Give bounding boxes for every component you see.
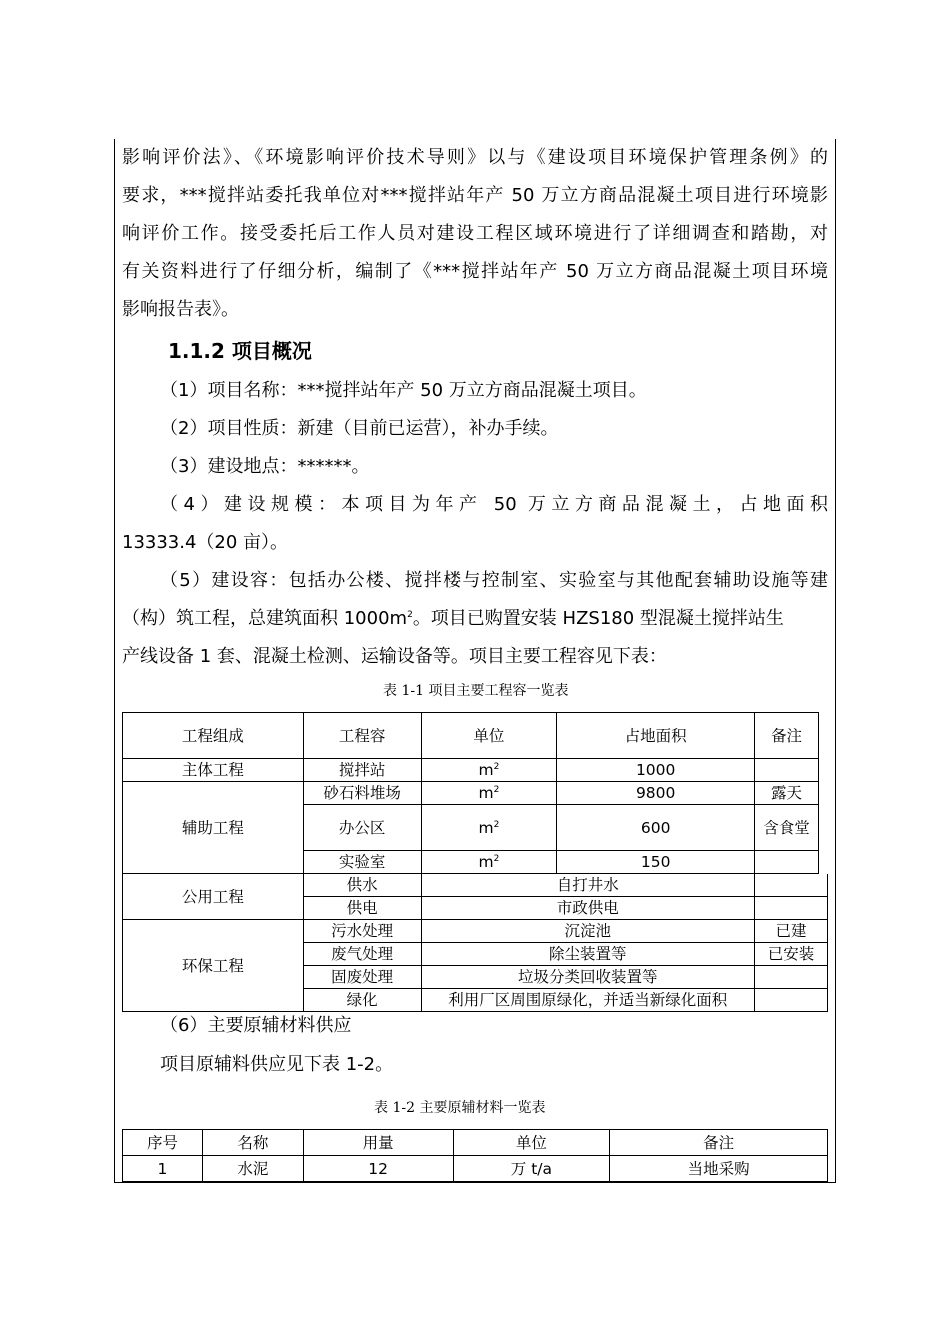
item-6-desc: 项目原辅料供应见下表 1-2。 bbox=[160, 1054, 394, 1075]
header-cell: 用量 bbox=[303, 1130, 453, 1156]
item-4-line-2: 13333.4（20 亩）。 bbox=[122, 532, 289, 553]
item-6: （6）主要原辅材料供应 bbox=[160, 1015, 352, 1036]
item-5-text-b: 。项目已购置安装 HZS180 型混凝土搅拌站生 bbox=[412, 608, 784, 629]
header-cell: 备注 bbox=[755, 713, 819, 759]
name-cell: 污水处理 bbox=[303, 920, 421, 943]
project-table bbox=[122, 712, 828, 1012]
desc-cell: 沉淀池 bbox=[421, 920, 755, 943]
name-cell: 供电 bbox=[303, 897, 421, 920]
area-cell: 9800 bbox=[557, 782, 755, 805]
header-cell: 单位 bbox=[421, 713, 557, 759]
note-cell bbox=[755, 759, 819, 782]
table-row bbox=[123, 920, 828, 943]
name-cell: 实验室 bbox=[303, 851, 421, 874]
desc-cell: 垃圾分类回收装置等 bbox=[421, 966, 755, 989]
amount-cell: 12 bbox=[303, 1156, 453, 1182]
intro-line-5: 影响报告表》。 bbox=[122, 299, 239, 320]
note-cell bbox=[755, 989, 828, 1012]
desc-cell: 自打井水 bbox=[421, 874, 755, 897]
desc-cell: 市政供电 bbox=[421, 897, 755, 920]
unit-cell: 万 t/a bbox=[453, 1156, 610, 1182]
item-5-line-2 bbox=[122, 600, 828, 638]
item-1: （1）项目名称：***搅拌站年产 50 万立方商品混凝土项目。 bbox=[160, 380, 647, 401]
intro-line-4: 有关资料进行了仔细分析，编制了《***搅拌站年产 50 万立方商品混凝土项目环境 bbox=[122, 261, 828, 282]
note-cell: 露天 bbox=[755, 782, 819, 805]
intro-line-1: 影响评价法》、《环境影响评价技术导则》以与《建设项目环境保护管理条例》的 bbox=[122, 147, 828, 168]
header-cell: 单位 bbox=[453, 1130, 610, 1156]
item-5-line-3: 产线设备 1 套、混凝土检测、运输设备等。项目主要工程容见下表： bbox=[122, 646, 667, 667]
area-cell: 150 bbox=[557, 851, 755, 874]
name-cell: 砂石料堆场 bbox=[303, 782, 421, 805]
unit-cell: $m^2$ bbox=[421, 851, 557, 874]
table-row bbox=[123, 759, 828, 782]
name-cell: 水泥 bbox=[202, 1156, 303, 1182]
note-cell bbox=[755, 851, 819, 874]
table1-caption: 表 1-1 项目主要工程容一览表 bbox=[383, 683, 569, 699]
note-cell bbox=[755, 966, 828, 989]
item-4-line-1: （4）建设规模：本项目为年产 50 万立方商品混凝土，占地面积 bbox=[160, 494, 828, 515]
section-heading: 1.1.2 项目概况 bbox=[168, 339, 312, 363]
area-cell: 600 bbox=[557, 805, 755, 851]
table-header-row bbox=[123, 1130, 828, 1156]
desc-cell: 利用厂区周围原绿化，并适当新绿化面积 bbox=[421, 989, 755, 1012]
table-row bbox=[123, 874, 828, 897]
desc-cell: 除尘装置等 bbox=[421, 943, 755, 966]
name-cell: 办公区 bbox=[303, 805, 421, 851]
intro-line-3: 响评价工作。接受委托后工作人员对建设工程区域环境进行了详细调查和踏勘，对 bbox=[122, 223, 828, 244]
table-header-row bbox=[123, 713, 828, 759]
note-cell: 含食堂 bbox=[755, 805, 819, 851]
unit-cell: $m^2$ bbox=[421, 759, 557, 782]
no-cell: 1 bbox=[123, 1156, 203, 1182]
item-5-line-1: （5）建设容：包括办公楼、搅拌楼与控制室、实验室与其他配套辅助设施等建 bbox=[160, 570, 828, 591]
name-cell: 废气处理 bbox=[303, 943, 421, 966]
name-cell: 搅拌站 bbox=[303, 759, 421, 782]
item-5-text-a: （构）筑工程，总建筑面积 1000m bbox=[122, 608, 408, 629]
intro-line-2: 要求，***搅拌站委托我单位对***搅拌站年产 50 万立方商品混凝土项目进行环境影 bbox=[122, 185, 828, 206]
header-cell: 序号 bbox=[123, 1130, 203, 1156]
name-cell: 供水 bbox=[303, 874, 421, 897]
unit-cell: $m^2$ bbox=[421, 805, 557, 851]
group-cell: 主体工程 bbox=[123, 759, 304, 782]
note-cell: 当地采购 bbox=[610, 1156, 828, 1182]
materials-table bbox=[122, 1129, 828, 1182]
note-cell bbox=[755, 897, 828, 920]
note-cell bbox=[755, 874, 828, 897]
gap-cell bbox=[818, 713, 827, 897]
table-row bbox=[123, 1156, 828, 1182]
table2-caption: 表 1-2 主要原辅材料一览表 bbox=[374, 1100, 546, 1116]
header-cell: 备注 bbox=[610, 1130, 828, 1156]
group-cell: 公用工程 bbox=[123, 874, 304, 920]
header-cell: 名称 bbox=[202, 1130, 303, 1156]
unit-cell: $m^2$ bbox=[421, 782, 557, 805]
group-cell: 辅助工程 bbox=[123, 782, 304, 874]
header-cell: 工程容 bbox=[303, 713, 421, 759]
note-cell: 已建 bbox=[755, 920, 828, 943]
header-cell: 占地面积 bbox=[557, 713, 755, 759]
note-cell: 已安装 bbox=[755, 943, 828, 966]
item-3: （3）建设地点：******。 bbox=[160, 456, 370, 477]
item-2: （2）项目性质：新建（目前已运营），补办手续。 bbox=[160, 418, 559, 439]
header-cell: 工程组成 bbox=[123, 713, 304, 759]
superscript: 2 bbox=[407, 610, 413, 620]
name-cell: 绿化 bbox=[303, 989, 421, 1012]
area-cell: 1000 bbox=[557, 759, 755, 782]
group-cell: 环保工程 bbox=[123, 920, 304, 1012]
name-cell: 固废处理 bbox=[303, 966, 421, 989]
table-row bbox=[123, 782, 828, 805]
